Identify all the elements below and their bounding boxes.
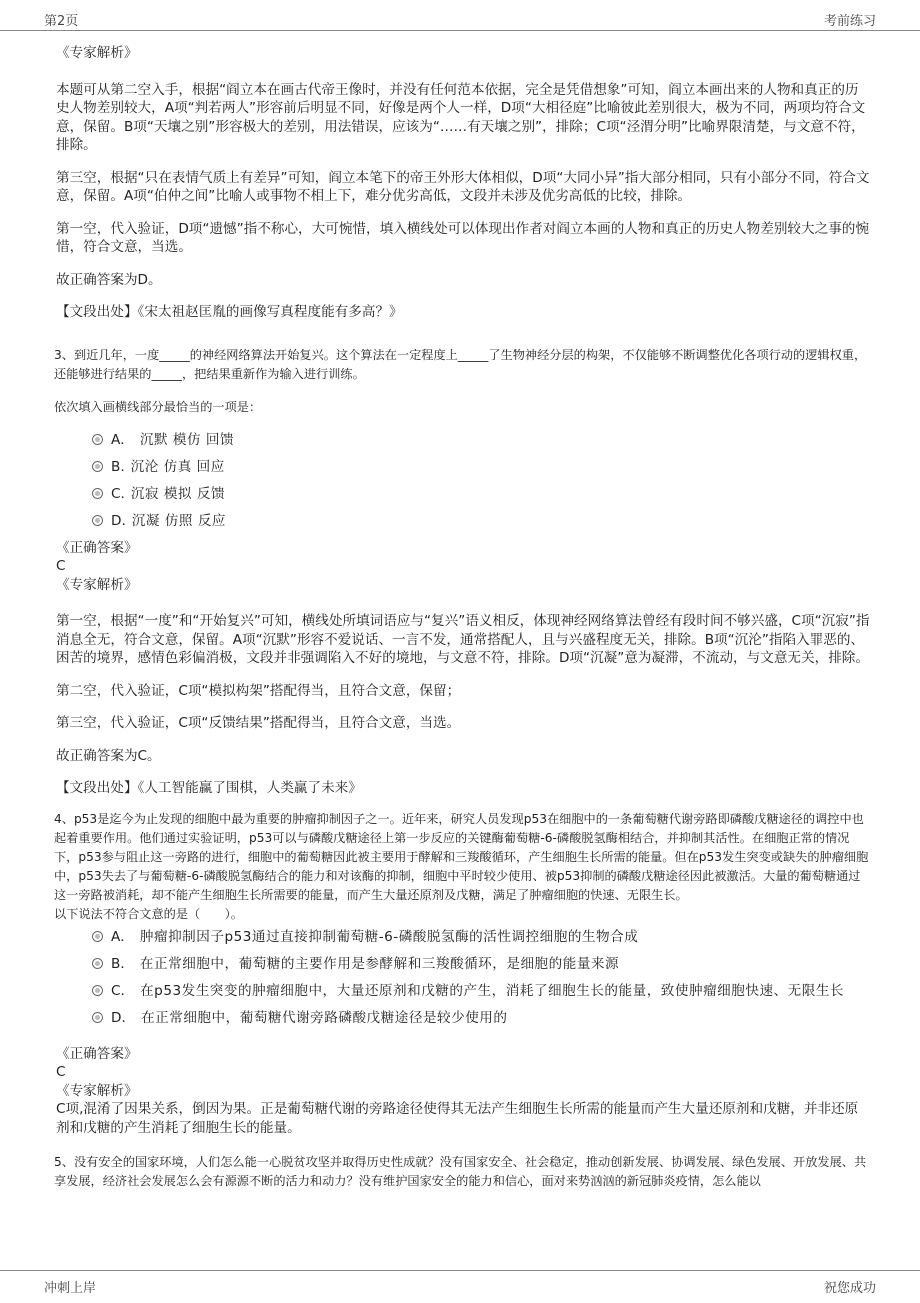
page-number: 第2页 [44,14,79,29]
radio-icon[interactable] [92,985,103,996]
q4-option-a[interactable]: A． 肿瘤抑制因子p53通过直接抑制葡萄糖-6-磷酸脱氢酶的活性调控细胞的生物合成 [92,928,870,946]
q3-source: 【文段出处】《人工智能赢了围棋，人类赢了未来》 [56,780,362,796]
q2-analysis-label: 《专家解析》 [56,45,138,61]
header-title: 考前练习 [823,14,876,29]
footer-right: 祝您成功 [823,1281,876,1296]
q3-option-a[interactable]: A． 沉默 模仿 回馈 [92,431,870,449]
radio-icon[interactable] [92,515,103,526]
radio-icon[interactable] [92,434,103,445]
radio-icon[interactable] [92,958,103,969]
q3-answer-label: 《正确答案》 [56,539,138,556]
q4-option-c[interactable]: C． 在p53发生突变的肿瘤细胞中，大量还原剂和戊糖的产生，消耗了细胞生长的能量，致使肿瘤细胞快速、无限生长 [92,982,870,1000]
document-body [56,38,870,1191]
q3-analysis-label: 《专家解析》 [56,576,138,593]
q4-answer-label: 《正确答案》 [56,1045,138,1062]
q4-analysis-p1: C项,混淆了因果关系，倒因为果。正是葡萄糖代谢的旁路途径使得其无法产生细胞生长所需的能量而产生大量还原剂和戊糖，并非还原剂和戊糖的产生消耗了细胞生长的能量。 [56,1101,859,1136]
q3-analysis-p2: 第二空，代入验证，C项“模拟构架”搭配得当，且符合文意，保留； [56,682,461,699]
page-footer [0,1270,920,1303]
q3-option-d[interactable]: D. 沉凝 仿照 反应 [92,512,870,530]
q3-answer-line: 故正确答案为C。 [56,747,161,764]
q4-option-d[interactable]: D． 在正常细胞中，葡萄糖代谢旁路磷酸戊糖途径是较少使用的 [92,1009,870,1027]
q3-analysis-p3: 第三空，代入验证，C项“反馈结果”搭配得当，且符合文意，当选。 [56,715,461,731]
q2-analysis-p3: 第一空，代入验证，D项“遗憾”指不称心，大可惋惜，填入横线处可以体现出作者对阎立本画的人物和真正的历史人物差别较大之事的惋惜，符合文意，当选。 [56,220,869,255]
q2-answer-line: 故正确答案为D。 [56,271,162,288]
q4-prompt: 以下说法不符合文意的是（ ）。 [54,906,243,921]
footer-left: 冲刺上岸 [44,1281,97,1296]
page-header [0,0,920,31]
radio-icon[interactable] [92,931,103,942]
q3-analysis-p1: 第一空，根据“一度”和“开始复兴”可知，横线处所填词语应与“复兴”语义相反，体现神经网络算法曾经有段时间不够兴盛，C项“沉寂”指消息全无，符合文意，保留。A项“沉默”形容不爱说话、一言不发，通常搭配人，且与兴盛程度无关，排除。B项“沉沦”指陷入罪恶的、困苦的境界，感情色彩偏消极，文段并非强调陷入不好的境地，与文意不符，排除。D项“沉凝”意为凝滞，不流动，与文意无关，排除。 [56,613,870,666]
q3-prompt: 依次填入画横线部分最恰当的一项是： [54,399,262,414]
radio-icon[interactable] [92,461,103,472]
radio-icon[interactable] [92,488,103,499]
q4-option-b[interactable]: B． 在正常细胞中，葡萄糖的主要作用是参酵解和三羧酸循环，是细胞的能量来源 [92,955,870,973]
q2-analysis-p2: 第三空，根据“只在表情气质上有差异”可知，阎立本笔下的帝王外形大体相似，D项“大同小异”指大部分相同，只有小部分不同，符合文意，保留。A项“伯仲之间”比喻人或事物不相上下，难分优劣高低，文段并未涉及优劣高低的比较，排除。 [56,169,870,204]
q4-answer: C [56,1064,66,1080]
q3-option-c[interactable]: C. 沉寂 模拟 反馈 [92,485,870,503]
q4-stem: 4、p53是迄今为止发现的细胞中最为重要的肿瘤抑制因子之一。近年来，研究人员发现p53在细胞中的一条葡萄糖代谢旁路即磷酸戊糖途径的调控中也起着重要作用。他们通过实验证明，p53可以与磷酸戊糖途径上第一步反应的关键酶葡萄糖-6-磷酸脱氢酶相结合，并抑制其活性。在细胞正常的情况下，p53参与阻止这一旁路的进行，细胞中的葡萄糖因此被主要用于酵解和三羧酸循环，产生细胞生长所需的能量。但在p53发生突变或缺失的肿瘤细胞中，p53失去了与葡萄糖-6-磷酸脱氢酶结合的能力和对该酶的抑制，细胞中平时较少使用、被p53抑制的磷酸戊糖途径因此被激活。大量的葡萄糖通过这一旁路被消耗，却不能产生细胞生长所需要的能量，而产生大量还原剂及戊糖，满足了肿瘤细胞的快速、无限生长。 [54,811,869,902]
q3-answer: C [56,558,66,574]
radio-icon[interactable] [92,1012,103,1023]
q4-analysis-label: 《专家解析》 [56,1082,138,1099]
q3-options [56,431,870,530]
q2-analysis-p1: 本题可从第二空入手，根据“阎立本在画古代帝王像时，并没有任何范本依据，完全是凭借想象”可知，阎立本画出来的人物和真正的历史人物差别较大，A项“判若两人”形容前后明显不同，好像是两个人一样，D项“大相径庭”比喻彼此差别很大，极为不同，两项均符合文意，保留。B项“天壤之别”形容极大的差别，用法错误，应该为“……有天壤之别”，排除；C项“泾渭分明”比喻界限清楚，与文意不符，排除。 [56,81,866,153]
q4-options [56,928,870,1027]
q3-stem: 3、到近几年，一度_____的神经网络算法开始复兴。这个算法在一定程度上_____了生物神经分层的构架，不仅能够不断调整优化各项行动的逻辑权重，还能够进行结果的_____，把结果重新作为输入进行训练。 [54,347,867,381]
q5-stem: 5、没有安全的国家环境，人们怎么能一心脱贫攻坚并取得历史性成就？没有国家安全、社会稳定，推动创新发展、协调发展、绿色发展、开放发展、共享发展，经济社会发展怎么会有源源不断的活力和动力？没有维护国家安全的能力和信心，面对来势汹汹的新冠肺炎疫情，怎么能以 [54,1155,867,1188]
q2-source: 【文段出处】《宋太祖赵匡胤的画像写真程度能有多高？》 [56,304,403,320]
q3-option-b[interactable]: B. 沉沦 仿真 回应 [92,458,870,476]
